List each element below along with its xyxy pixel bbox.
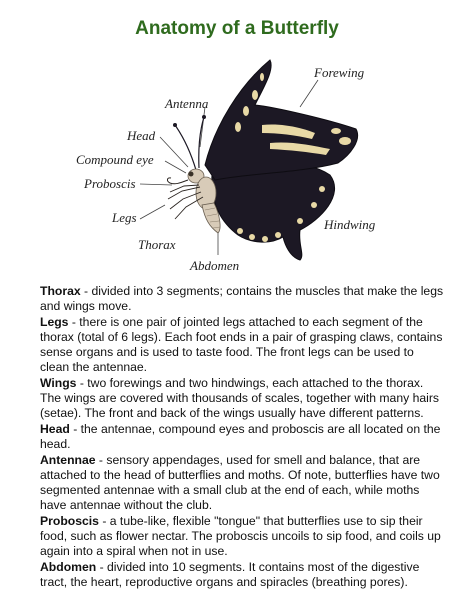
head-leader [160,137,188,167]
label-compound-eye: Compound eye [76,152,154,167]
description-antennae [40,453,444,513]
label-thorax: Thorax [138,237,176,252]
description-wings [40,376,444,421]
label-forewing: Forewing [314,65,365,80]
term: Antennae [40,453,96,467]
label-hindwing: Hindwing [324,217,376,232]
definition: - divided into 10 segments. It contains most of the digestive tract, the heart, reproductive organs and spiracles (breathing pores). [40,560,420,589]
description-legs [40,315,444,375]
definition: - a tube-like, flexible "tongue" that butterflies use to sip their food, such as flower nectar. The proboscis uncoils to sip food, and coils up again into a spiral when not in use. [40,514,441,558]
definition: - the antennae, compound eyes and proboscis are all located on the head. [40,422,441,451]
term: Thorax [40,284,81,298]
label-antenna: Antenna [165,96,209,111]
definition: - there is one pair of jointed legs attached to each segment of the thorax (total of 6 legs). Each foot ends in a pair of grasping claws, contains sense organs and is used to taste food. The front legs can be used to clean the antennae. [40,315,443,374]
legs-leader [140,205,165,219]
page-title: Anatomy of a Butterfly [135,18,339,39]
antenna-leader [200,107,205,147]
description-abdomen [40,560,444,590]
forewing-leader [300,80,318,107]
compound-eye-shape [189,172,194,177]
term: Abdomen [40,560,97,574]
butterfly-illustration [0,45,474,280]
term: Head [40,422,70,436]
antennae [175,117,204,170]
proboscis-shape [167,178,188,184]
definition: - sensory appendages, used for smell and balance, that are attached to the head of butterflies and moths. Of note, butterflies have two segmented antennae with a small club at the end of each, while moths have antennae without the club. [40,453,440,512]
definition: - divided into 3 segments; contains the muscles that make the legs and wings move. [40,284,444,313]
description-list [40,284,444,591]
description-thorax [40,284,444,314]
term: Legs [40,315,69,329]
compound-eye-leader [165,161,186,173]
description-proboscis [40,514,444,559]
description-head [40,422,444,452]
label-abdomen: Abdomen [190,258,240,273]
term: Wings [40,376,77,390]
butterfly-diagram [0,45,474,280]
label-proboscis: Proboscis [84,176,136,191]
definition: - two forewings and two hindwings, each attached to the thorax. The wings are covered with thousands of scales, together with many hairs (setae). The front and back of the wings usually have different patterns. [40,376,440,420]
term: Proboscis [40,514,99,528]
label-legs: Legs [112,210,137,225]
proboscis-leader [140,184,172,185]
label-head: Head [127,128,156,143]
